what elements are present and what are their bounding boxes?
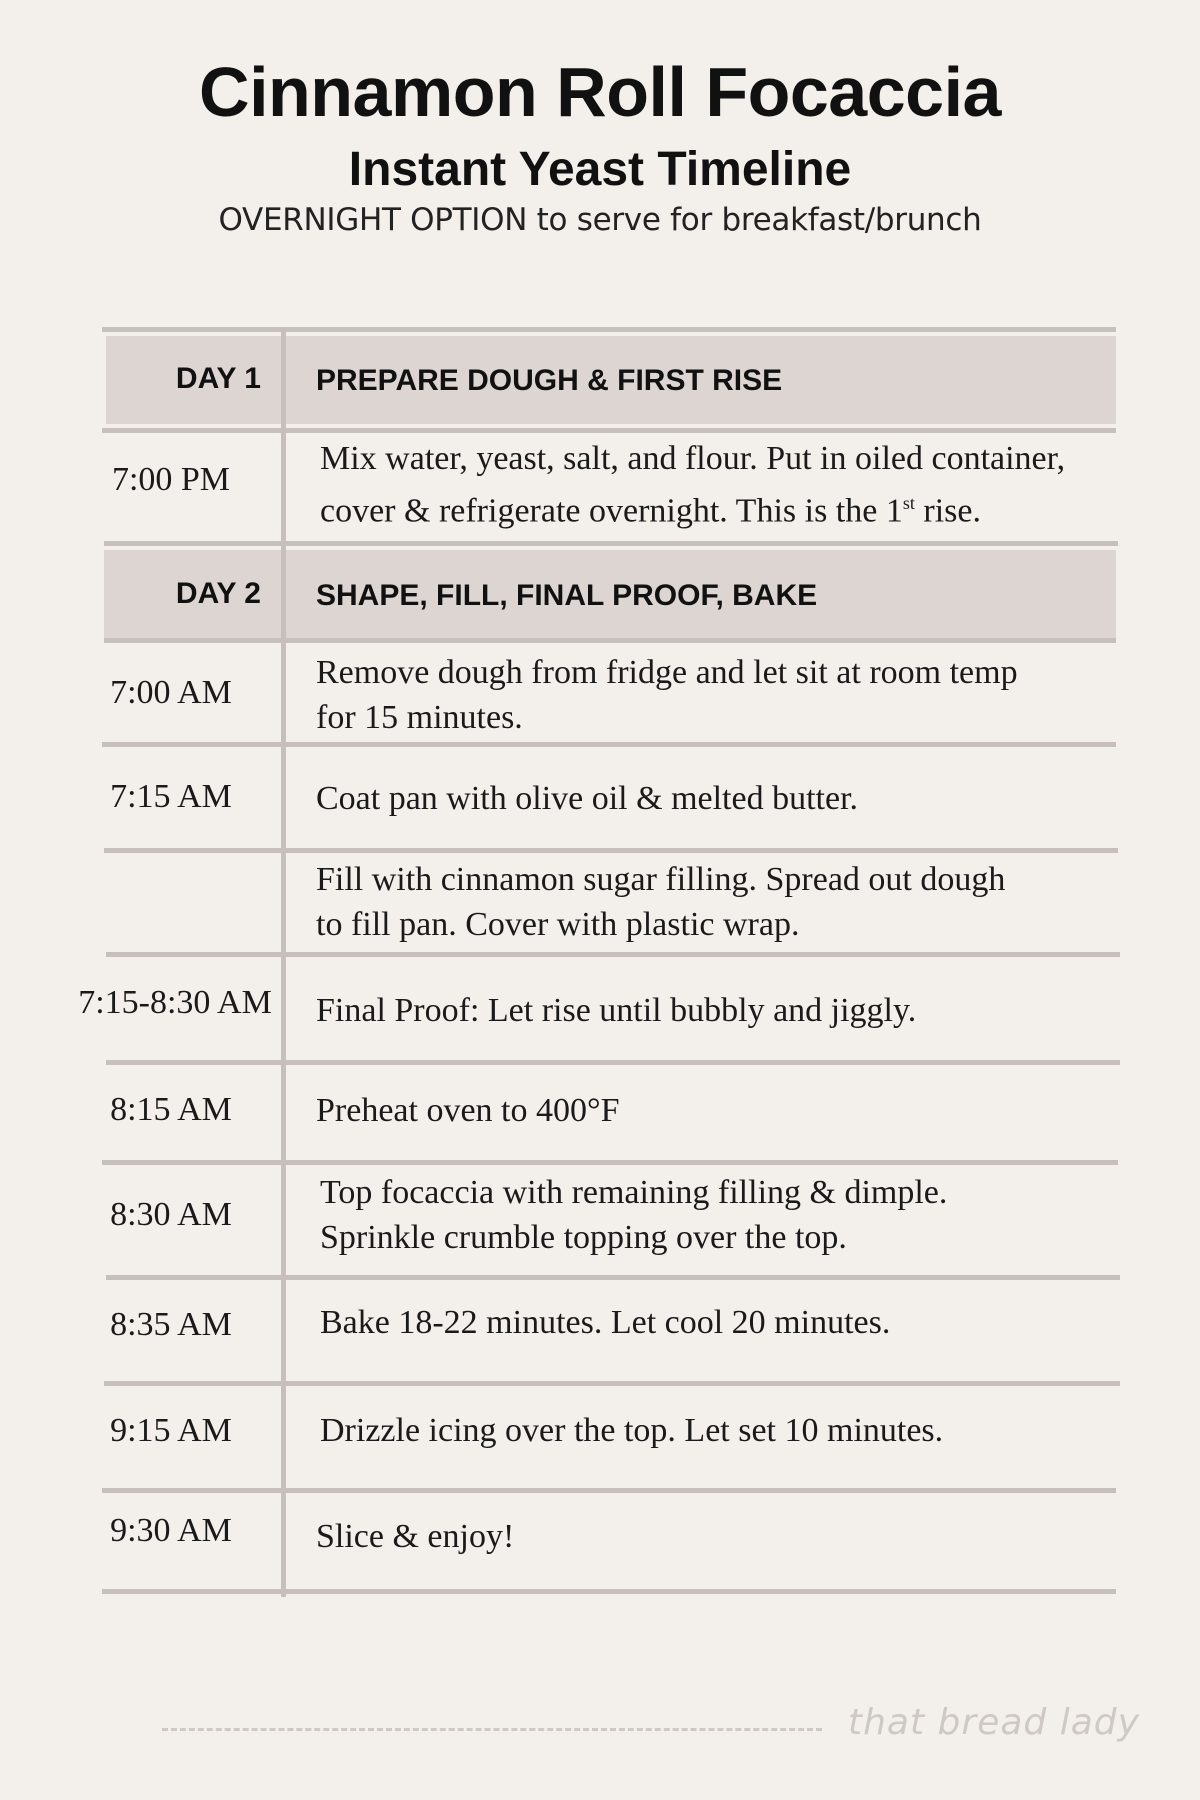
row-time: 7:15 AM xyxy=(110,778,232,815)
row-divider xyxy=(102,1488,1116,1493)
row-description-line: Preheat oven to 400°F xyxy=(316,1092,620,1129)
row-description-line: Slice & enjoy! xyxy=(316,1518,515,1555)
row-description xyxy=(320,1300,1130,1345)
column-divider xyxy=(281,332,286,1597)
row-divider xyxy=(102,327,1116,332)
row-description-line xyxy=(320,481,1130,533)
day-1-label: DAY 1 xyxy=(175,362,261,395)
row-description xyxy=(320,436,1130,533)
row-time: 7:00 PM xyxy=(111,461,231,498)
row-description-text: cover & refrigerate overnight. This is the 1 xyxy=(320,492,903,530)
row-description-line: Fill with cinnamon sugar filling. Spread out dough xyxy=(316,861,1006,898)
row-divider xyxy=(102,1589,1116,1594)
row-description-line: to fill pan. Cover with plastic wrap. xyxy=(316,906,800,943)
row-divider xyxy=(104,848,1118,853)
row-description xyxy=(316,650,1126,740)
row-divider xyxy=(106,1060,1120,1065)
row-description-line: Sprinkle crumble topping over the top. xyxy=(320,1219,847,1256)
day-1-heading: PREPARE DOUGH & FIRST RISE xyxy=(316,364,783,397)
row-time: 8:15 AM xyxy=(110,1091,232,1128)
row-divider xyxy=(104,1381,1120,1386)
row-description-line: Remove dough from fridge and let sit at room temp xyxy=(316,654,1018,691)
row-time: 7:00 AM xyxy=(110,674,232,711)
day-2-heading: SHAPE, FILL, FINAL PROOF, BAKE xyxy=(316,579,818,612)
row-description xyxy=(320,1170,1130,1260)
ordinal-superscript: st xyxy=(902,493,915,513)
row-divider xyxy=(104,638,1116,643)
page-tagline: OVERNIGHT OPTION to serve for breakfast/brunch xyxy=(218,202,982,238)
row-description-line: Drizzle icing over the top. Let set 10 minutes. xyxy=(320,1412,944,1449)
row-divider xyxy=(102,1160,1118,1165)
row-description xyxy=(316,1088,1126,1133)
row-time: 8:35 AM xyxy=(110,1306,232,1343)
row-description-line: for 15 minutes. xyxy=(316,699,523,736)
row-time: 9:15 AM xyxy=(110,1412,232,1449)
row-time: 7:15-8:30 AM xyxy=(78,984,272,1021)
row-description-text: rise. xyxy=(914,492,981,530)
day-2-label: DAY 2 xyxy=(175,577,261,610)
row-description-line: Coat pan with olive oil & melted butter. xyxy=(316,780,859,817)
row-divider xyxy=(106,952,1120,957)
row-description xyxy=(316,1514,1126,1559)
brand-logo: that bread lady xyxy=(848,1702,1140,1743)
row-description xyxy=(316,988,1126,1033)
row-description-line: Bake 18-22 minutes. Let cool 20 minutes. xyxy=(320,1304,891,1341)
page-title: Cinnamon Roll Focaccia xyxy=(199,53,1001,131)
row-time: 9:30 AM xyxy=(110,1512,232,1549)
row-time: 8:30 AM xyxy=(110,1196,232,1233)
row-description-line: Top focaccia with remaining filling & dimple. xyxy=(320,1174,948,1211)
row-divider xyxy=(106,1275,1120,1280)
row-description-line: Mix water, yeast, salt, and flour. Put in oiled container, xyxy=(320,440,1066,477)
page-subtitle: Instant Yeast Timeline xyxy=(348,143,852,196)
row-description xyxy=(320,1408,1130,1453)
row-divider xyxy=(104,541,1118,546)
row-divider xyxy=(102,428,1116,433)
footer-dashed-line xyxy=(162,1728,822,1731)
row-description xyxy=(316,857,1126,947)
row-description xyxy=(316,776,1126,821)
row-divider xyxy=(102,742,1116,747)
row-description-line: Final Proof: Let rise until bubbly and jiggly. xyxy=(316,992,917,1029)
